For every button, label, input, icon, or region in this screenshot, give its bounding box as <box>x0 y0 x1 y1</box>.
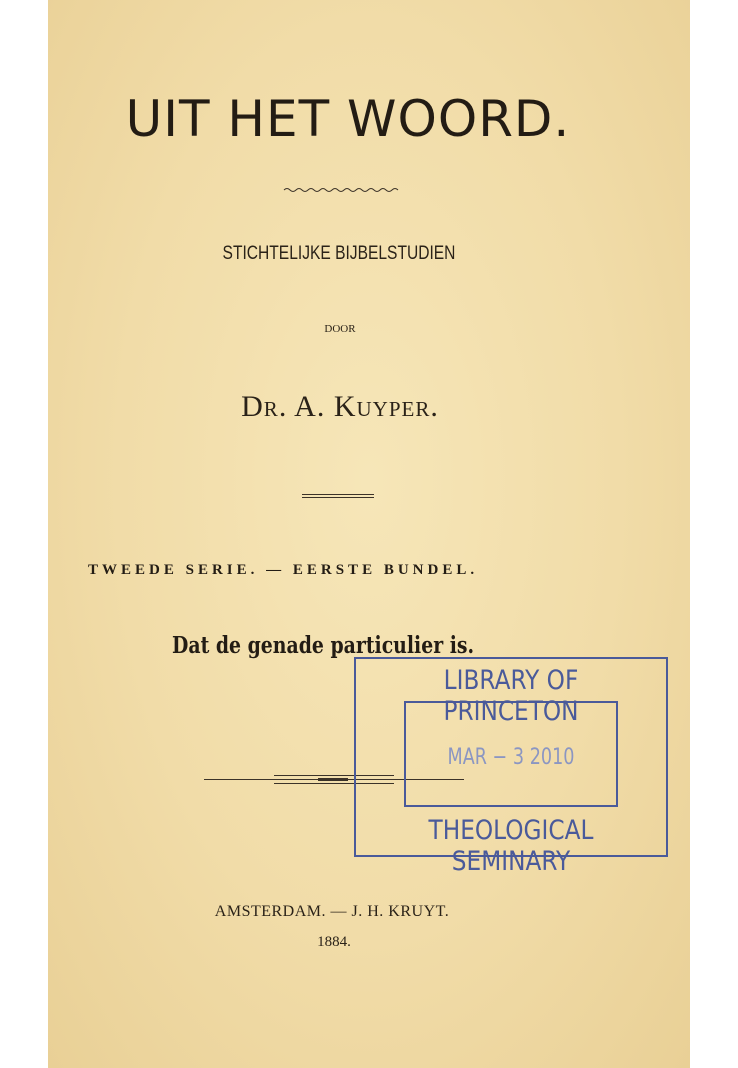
topic-heading: Dat de genade particulier is. <box>172 632 475 659</box>
wavy-ornament <box>282 186 402 194</box>
double-rule-bottom <box>302 497 374 498</box>
by-line: DOOR <box>324 323 356 335</box>
publisher-line: AMSTERDAM. — J. H. KRUYT. <box>214 903 450 920</box>
stamp-seminary-text: THEOLOGICAL SEMINARY <box>428 815 594 877</box>
author-name: Dr. A. Kuyper. <box>241 390 439 423</box>
book-subtitle: STICHTELIJKE BIJBELSTUDIEN <box>222 243 456 264</box>
book-title: UIT HET WOORD. <box>125 90 571 148</box>
stamp-library-text: LIBRARY OF PRINCETON <box>443 665 579 727</box>
divider-center-bar <box>318 778 348 781</box>
library-stamp <box>354 657 668 877</box>
series-line: TWEEDE SERIE. — EERSTE BUNDEL. <box>88 562 479 578</box>
double-rule-top <box>302 494 374 495</box>
stamp-date-box <box>404 701 618 807</box>
title-page <box>48 0 690 1068</box>
publication-year: 1884. <box>317 934 351 950</box>
stamp-date: MAR − 3 2010 <box>447 745 575 770</box>
